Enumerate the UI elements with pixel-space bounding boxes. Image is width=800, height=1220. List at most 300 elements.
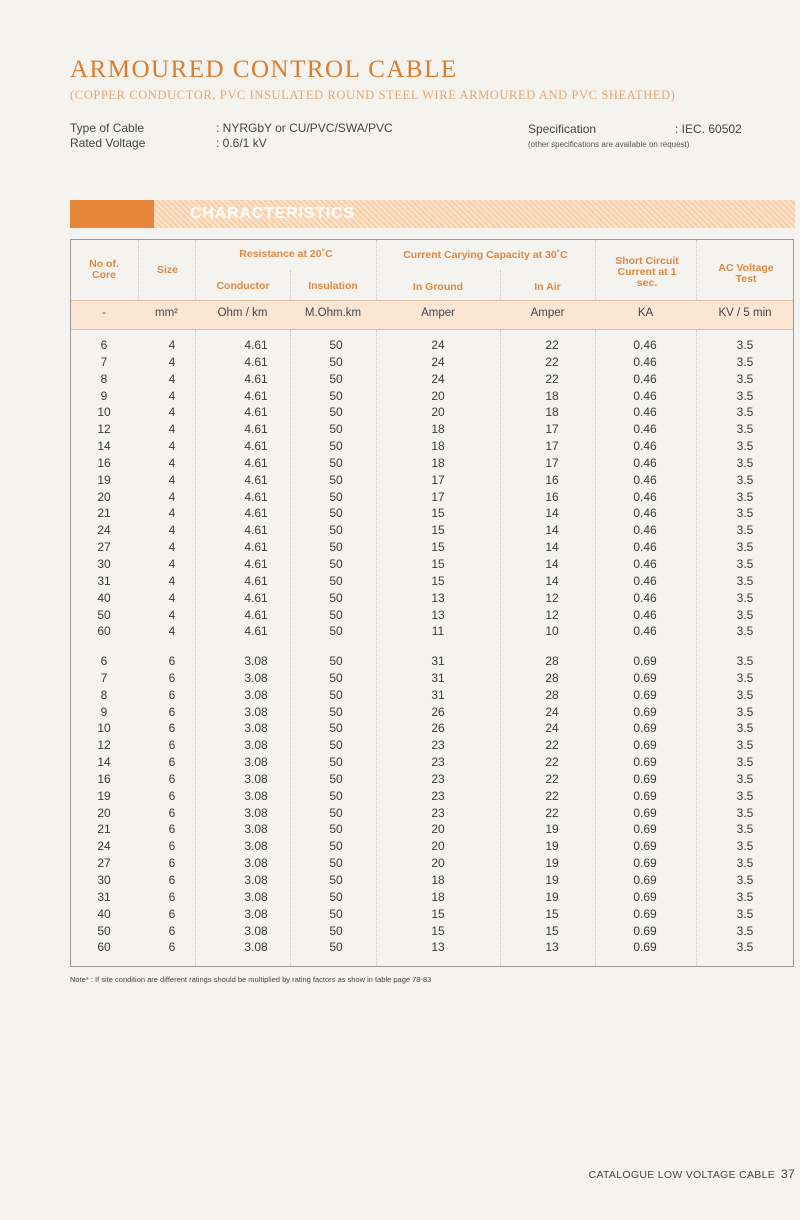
cell-in-air: 19 [545,872,559,887]
cell-core: 21 [97,822,111,837]
table-row [70,670,794,687]
cell-ac-voltage: 3.5 [736,721,754,736]
cell-short-circuit: 0.46 [633,371,657,386]
cell-size: 6 [168,721,176,736]
table-row [70,704,794,721]
cell-in-air: 14 [545,523,559,538]
cell-conductor: 3.08 [244,872,268,887]
cell-conductor: 3.08 [244,940,268,955]
cell-in-air: 22 [545,354,559,369]
cell-short-circuit: 0.46 [633,506,657,521]
cell-insulation: 50 [329,788,343,803]
cell-in-ground: 23 [431,788,445,803]
header-core: No of. Core [89,258,119,281]
cell-short-circuit: 0.46 [633,338,657,352]
cell-ac-voltage: 3.5 [736,624,754,639]
cell-short-circuit: 0.69 [633,670,657,685]
cell-size: 6 [168,654,176,668]
cell-short-circuit: 0.46 [633,354,657,369]
cell-insulation: 50 [329,940,343,955]
cell-in-ground: 13 [431,607,445,622]
cell-short-circuit: 0.46 [633,556,657,571]
cell-short-circuit: 0.46 [633,590,657,605]
cell-size: 6 [168,856,176,871]
table-row [70,855,794,872]
cell-ac-voltage: 3.5 [736,923,754,938]
cell-core: 12 [97,422,111,437]
cell-ac-voltage: 3.5 [736,755,754,770]
cell-core: 7 [100,354,108,369]
cell-ac-voltage: 3.5 [736,472,754,487]
cell-ac-voltage: 3.5 [736,788,754,803]
cell-conductor: 3.08 [244,839,268,854]
cell-ac-voltage: 3.5 [736,872,754,887]
cell-size: 6 [168,923,176,938]
cell-size: 4 [168,573,176,588]
cell-in-ground: 20 [431,822,445,837]
cell-insulation: 50 [329,405,343,420]
cell-core: 60 [97,624,111,639]
voltage-value: : 0.6/1 kV [216,136,267,150]
cell-in-air: 12 [545,590,559,605]
cell-size: 4 [168,354,176,369]
cell-in-air: 14 [545,540,559,555]
cell-conductor: 3.08 [244,906,268,921]
cell-conductor: 4.61 [244,422,268,437]
cell-core: 16 [97,771,111,786]
cell-size: 4 [168,506,176,521]
table-row [70,771,794,788]
cell-conductor: 4.61 [244,472,268,487]
table-row [70,505,794,522]
cell-short-circuit: 0.69 [633,872,657,887]
cell-insulation: 50 [329,422,343,437]
unit-conductor: Ohm / km [217,307,268,319]
cell-ac-voltage: 3.5 [736,771,754,786]
cell-size: 6 [168,940,176,955]
page-footer [589,1167,795,1181]
unit-core: - [102,307,106,319]
cell-in-ground: 20 [431,405,445,420]
cell-conductor: 4.61 [244,590,268,605]
cell-short-circuit: 0.69 [633,923,657,938]
cell-conductor: 3.08 [244,721,268,736]
cell-conductor: 4.61 [244,405,268,420]
cell-in-air: 24 [545,721,559,736]
table-row [70,906,794,923]
cell-size: 6 [168,822,176,837]
cell-core: 27 [97,856,111,871]
table-row [70,788,794,805]
cell-ac-voltage: 3.5 [736,405,754,420]
cell-insulation: 50 [329,607,343,622]
table-row [70,455,794,472]
cell-in-air: 15 [545,923,559,938]
cell-conductor: 4.61 [244,371,268,386]
cell-size: 6 [168,771,176,786]
table-row [70,388,794,405]
table-row [70,421,794,438]
cell-size: 4 [168,371,176,386]
cell-in-ground: 23 [431,771,445,786]
cell-conductor: 3.08 [244,771,268,786]
cell-in-air: 22 [545,755,559,770]
cell-core: 16 [97,455,111,470]
cell-core: 9 [100,388,108,403]
cell-conductor: 3.08 [244,788,268,803]
spec-value: : IEC. 60502 [675,122,742,136]
cell-ac-voltage: 3.5 [736,856,754,871]
cell-core: 9 [100,704,108,719]
cell-size: 6 [168,839,176,854]
cell-core: 60 [97,940,111,955]
cell-core: 21 [97,506,111,521]
cell-short-circuit: 0.46 [633,489,657,504]
cell-core: 14 [97,439,111,454]
table-row [70,872,794,889]
page-title: ARMOURED CONTROL CABLE [70,56,458,83]
cell-insulation: 50 [329,439,343,454]
cell-short-circuit: 0.69 [633,805,657,820]
cell-in-ground: 17 [431,472,445,487]
cell-in-ground: 15 [431,523,445,538]
cable-meta [70,121,393,151]
cell-insulation: 50 [329,822,343,837]
cell-in-air: 17 [545,455,559,470]
table-row [70,607,794,624]
cell-insulation: 50 [329,805,343,820]
cell-size: 4 [168,489,176,504]
cell-insulation: 50 [329,906,343,921]
cell-size: 4 [168,556,176,571]
table-row [70,838,794,855]
voltage-label: Rated Voltage [70,136,146,150]
cell-ac-voltage: 3.5 [736,371,754,386]
cell-core: 24 [97,839,111,854]
cell-core: 10 [97,405,111,420]
cell-in-ground: 15 [431,906,445,921]
cell-in-air: 18 [545,405,559,420]
cell-short-circuit: 0.46 [633,439,657,454]
table-row [70,754,794,771]
cell-core: 20 [97,805,111,820]
cell-core: 40 [97,590,111,605]
characteristics-banner [70,200,795,228]
cell-in-air: 17 [545,439,559,454]
cell-short-circuit: 0.69 [633,721,657,736]
cell-core: 20 [97,489,111,504]
table-row [70,573,794,590]
cell-core: 30 [97,556,111,571]
cell-ac-voltage: 3.5 [736,506,754,521]
cell-core: 6 [100,338,108,352]
cell-conductor: 3.08 [244,654,268,668]
cell-in-ground: 15 [431,923,445,938]
cell-core: 40 [97,906,111,921]
cell-core: 7 [100,670,108,685]
cell-conductor: 4.61 [244,489,268,504]
cell-in-ground: 24 [431,371,445,386]
cell-in-air: 22 [545,738,559,753]
cell-size: 6 [168,687,176,702]
type-label: Type of Cable [70,121,145,135]
cell-core: 31 [97,573,111,588]
cell-short-circuit: 0.46 [633,607,657,622]
cell-in-air: 18 [545,388,559,403]
cell-size: 6 [168,704,176,719]
cell-core: 27 [97,540,111,555]
cell-in-air: 14 [545,506,559,521]
cell-size: 4 [168,422,176,437]
cell-core: 8 [100,687,108,702]
cell-ac-voltage: 3.5 [736,822,754,837]
cell-core: 8 [100,371,108,386]
table-row [70,623,794,640]
cell-in-ground: 11 [431,624,445,639]
cell-size: 4 [168,439,176,454]
cell-short-circuit: 0.46 [633,523,657,538]
cell-in-air: 22 [545,805,559,820]
header-insulation: Insulation [308,280,358,292]
cell-short-circuit: 0.69 [633,940,657,955]
cell-in-air: 22 [545,371,559,386]
cell-conductor: 4.61 [244,573,268,588]
cell-short-circuit: 0.46 [633,573,657,588]
cell-core: 12 [97,738,111,753]
cell-in-ground: 26 [431,704,445,719]
unit-ground: Amper [421,307,455,319]
cell-conductor: 4.61 [244,455,268,470]
cell-core: 10 [97,721,111,736]
cell-in-air: 16 [545,472,559,487]
cell-core: 19 [97,788,111,803]
cell-insulation: 50 [329,472,343,487]
cell-in-air: 19 [545,889,559,904]
cell-conductor: 4.61 [244,607,268,622]
cell-size: 6 [168,906,176,921]
cell-short-circuit: 0.69 [633,738,657,753]
cell-ac-voltage: 3.5 [736,489,754,504]
cell-insulation: 50 [329,506,343,521]
table-row [70,556,794,573]
cell-short-circuit: 0.46 [633,422,657,437]
cell-insulation: 50 [329,624,343,639]
cell-insulation: 50 [329,923,343,938]
page-number: 37 [781,1167,795,1181]
cell-size: 6 [168,670,176,685]
cell-in-air: 14 [545,556,559,571]
cell-size: 4 [168,455,176,470]
cell-in-air: 28 [545,654,559,668]
spec-label: Specification [528,122,597,136]
header-size: Size [156,264,178,276]
cell-core: 24 [97,523,111,538]
cell-in-air: 19 [545,856,559,871]
cell-insulation: 50 [329,388,343,403]
table-row [70,737,794,754]
table-row [70,404,794,421]
cell-ac-voltage: 3.5 [736,354,754,369]
cell-ac-voltage: 3.5 [736,654,754,668]
cell-in-ground: 20 [431,839,445,854]
cell-insulation: 50 [329,704,343,719]
table-row [70,472,794,489]
cell-conductor: 3.08 [244,755,268,770]
cell-short-circuit: 0.46 [633,405,657,420]
cell-short-circuit: 0.46 [633,472,657,487]
cell-in-ground: 31 [431,670,445,685]
header-current: Current Carying Capacity at 30˚C [403,249,568,261]
cell-ac-voltage: 3.5 [736,940,754,955]
cell-short-circuit: 0.69 [633,906,657,921]
table-row [70,805,794,822]
header-resistance: Resistance at 20˚C [239,248,333,260]
cell-conductor: 4.61 [244,624,268,639]
cell-insulation: 50 [329,556,343,571]
cell-ac-voltage: 3.5 [736,523,754,538]
cell-in-ground: 18 [431,455,445,470]
cell-insulation: 50 [329,738,343,753]
cell-ac-voltage: 3.5 [736,889,754,904]
cell-ac-voltage: 3.5 [736,590,754,605]
cell-short-circuit: 0.46 [633,540,657,555]
cell-in-ground: 31 [431,687,445,702]
cell-size: 4 [168,590,176,605]
cell-ac-voltage: 3.5 [736,670,754,685]
unit-ac-voltage: KV / 5 min [718,307,772,319]
footer-text: CATALOGUE LOW VOLTAGE CABLE [588,1169,776,1181]
cell-size: 6 [168,788,176,803]
cell-size: 4 [168,388,176,403]
cell-size: 6 [168,872,176,887]
cell-in-air: 28 [545,687,559,702]
table-row [70,522,794,539]
cell-conductor: 4.61 [244,439,268,454]
cell-in-air: 22 [545,788,559,803]
cell-insulation: 50 [329,721,343,736]
cell-in-air: 22 [545,771,559,786]
cell-insulation: 50 [329,354,343,369]
unit-size: mm² [155,307,178,319]
cell-insulation: 50 [329,755,343,770]
cell-in-air: 14 [545,573,559,588]
cell-in-air: 13 [545,940,559,955]
table-row [70,687,794,704]
cell-insulation: 50 [329,338,343,352]
table-row [70,653,794,670]
cell-short-circuit: 0.46 [633,388,657,403]
cell-conductor: 4.61 [244,338,268,352]
cell-insulation: 50 [329,455,343,470]
header-in-air: In Air [534,281,561,293]
cell-in-air: 28 [545,670,559,685]
cell-short-circuit: 0.69 [633,822,657,837]
page-subtitle: (COPPER CONDUCTOR, PVC INSULATED ROUND STEEL WIRE ARMOURED AND PVC SHEATHED) [70,88,676,102]
cell-conductor: 4.61 [244,540,268,555]
cell-ac-voltage: 3.5 [736,338,754,352]
cell-ac-voltage: 3.5 [736,455,754,470]
cell-in-air: 15 [545,906,559,921]
cell-size: 6 [168,805,176,820]
cell-size: 4 [168,338,176,352]
cell-in-ground: 20 [431,856,445,871]
cell-ac-voltage: 3.5 [736,540,754,555]
table-row [70,354,794,371]
cell-core: 30 [97,872,111,887]
cell-in-ground: 15 [431,556,445,571]
cell-core: 19 [97,472,111,487]
cell-size: 6 [168,889,176,904]
cell-in-ground: 31 [431,654,445,668]
cell-ac-voltage: 3.5 [736,573,754,588]
spec-note: (other specifications are available on request) [528,140,690,149]
type-value: : NYRGbY or CU/PVC/SWA/PVC [216,121,393,135]
cell-size: 4 [168,523,176,538]
cell-in-ground: 18 [431,439,445,454]
cell-conductor: 3.08 [244,687,268,702]
cell-short-circuit: 0.46 [633,455,657,470]
spec-meta [528,122,742,152]
cell-conductor: 3.08 [244,822,268,837]
cell-in-air: 19 [545,822,559,837]
table-row [70,337,794,354]
cell-in-ground: 15 [431,573,445,588]
cell-in-ground: 20 [431,388,445,403]
cell-size: 6 [168,738,176,753]
cell-conductor: 4.61 [244,556,268,571]
cell-in-air: 19 [545,839,559,854]
cell-insulation: 50 [329,573,343,588]
cell-in-ground: 13 [431,940,445,955]
cell-insulation: 50 [329,771,343,786]
cell-ac-voltage: 3.5 [736,388,754,403]
cell-insulation: 50 [329,856,343,871]
header-conductor: Conductor [216,280,270,292]
cell-in-ground: 23 [431,805,445,820]
cell-ac-voltage: 3.5 [736,906,754,921]
cell-in-air: 10 [545,624,559,639]
header-in-ground: In Ground [412,281,464,293]
cell-size: 4 [168,624,176,639]
cell-size: 4 [168,540,176,555]
cell-conductor: 3.08 [244,670,268,685]
cell-size: 4 [168,607,176,622]
cell-in-air: 17 [545,422,559,437]
cell-ac-voltage: 3.5 [736,805,754,820]
cell-in-ground: 23 [431,738,445,753]
cell-insulation: 50 [329,687,343,702]
cell-in-ground: 23 [431,755,445,770]
cell-insulation: 50 [329,371,343,386]
cell-insulation: 50 [329,839,343,854]
cell-in-ground: 17 [431,489,445,504]
cell-ac-voltage: 3.5 [736,439,754,454]
cell-ac-voltage: 3.5 [736,687,754,702]
cell-in-air: 22 [545,338,559,352]
cell-in-ground: 18 [431,422,445,437]
table-row [70,489,794,506]
cell-short-circuit: 0.69 [633,687,657,702]
table-row [70,590,794,607]
unit-insulation: M.Ohm.km [304,307,362,319]
cell-short-circuit: 0.69 [633,755,657,770]
cell-short-circuit: 0.69 [633,839,657,854]
table-row [70,720,794,737]
cell-ac-voltage: 3.5 [736,738,754,753]
table-row [70,539,794,556]
cell-ac-voltage: 3.5 [736,556,754,571]
cell-short-circuit: 0.69 [633,771,657,786]
